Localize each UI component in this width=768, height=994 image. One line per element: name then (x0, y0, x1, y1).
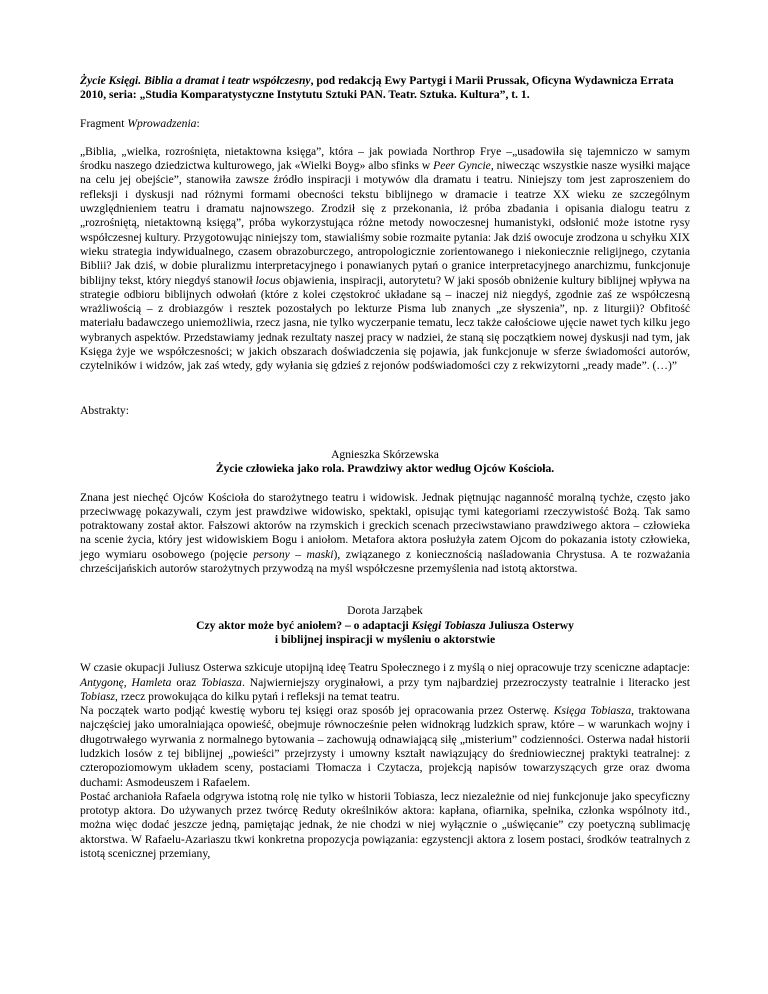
abstract2-title: Czy aktor może być aniołem? – o adaptacji Księgi Tobiasza Juliusza Osterwy (196, 618, 574, 632)
abstract1-author: Agnieszka Skórzewska (331, 447, 439, 461)
abstract2-paragraph-2: Na początek warto podjąć kwestię wyboru tej księgi oraz sposób jej opracowania przez Osterwę. Księga Tobiasza, traktowana najczęściej jako umoralniająca opowieść, obejmuje równocześnie pełen widnokrąg ludzkich spraw, które – w warunkach wojny i długotrwałego wyrwania z normalnego bytowania – zachowują odnawiającą siłę „misterium” codzienności. Osterwa nadał historii ludzkich losów z tej biblijnej „powieści” przejrzysty i umowny kształt nawiązujący do średniowiecznej praktyki teatralnej: z czteropoziomowym układem sceny, postaciami Tłomacza i Czytacza, projekcją napisów towarzyszących grze oraz dwoma duchami: Asmodeuszem i Rafaelem. (80, 704, 691, 789)
abstract2-author: Dorota Jarząbek (347, 604, 423, 618)
abstract1-title: Życie człowieka jako rola. Prawdziwy aktor według Ojców Kościoła. (215, 462, 555, 476)
introduction-paragraph: „Biblia, „wielka, rozrośnięta, nietaktowna księga”, która – jak powiada Northrop Frye –„usadowiła się tajemniczo w samym środku naszego dziedzictwa kulturowego, jak «Wielki Boyg» albo sfinks w Peer Gyncie, niwecząc wszystkie nasze wysiłki mające na celu jej obejście”, stanowiła zawsze źródło inspiracji i motywów dla dramatu i teatru. Niniejszy tom jest zaproszeniem do refleksji i dyskusji nad różnymi formami obecności tekstu biblijnego w dramacie i teatrze XX wieku ze szczególnym uwzględnieniem teatru i dramatu najnowszego. Zrodził się z przekonania, iż próba zbadania i opisania dialogu teatru z „rozrośniętą, nietaktowną księgą”, próba wykorzystująca różne metody nowoczesnej humanistyki, odsłonić może istotne rysy współczesnej kultury. Przygotowując niniejszy tom, stawialiśmy sobie rozmaite pytania: Jak dziś owocuje zrodzona u schyłku XIX wieku strategia indywidualnego, czasem obrazoburczego, antropologicznie zorientowanego i niekoniecznie religijnego, czytania Biblii? Jak dziś, w dobie pluralizmu interpretacyjnego i ponawianych pytań o granice interpretacyjnego anarchizmu, funkcjonuje biblijny tekst, który niegdyś stanowił locus objawienia, inspiracji, autorytetu? W jaki sposób obniżenie kultury biblijnej wpływa na strategie odbioru biblijnych odwołań (które z kolei częstokroć układane są – inaczej niż niegdyś, zgodnie zaś ze współczesną wrażliwością – z drobiazgów i resztek pozostałych po lekturze Pisma lub znanych „ze słyszenia”, np. z liturgii)? Obfitość materiału badawczego uniemożliwia, rzecz jasna, nie tylko wyczerpanie tematu, lecz także całościowe ujęcie nawet tych kilku jego wybranych aspektów. Przedstawiamy jednak rezultaty naszej pracy w nadziei, że staną się początkiem nowej dyskusji nad tym, jak Księga żyje we współczesności; w jakich obszarach doświadczenia się pojawia, jak funkcjonuje w sferze świadomości autorów, czytelników i widzów, jak zaś wtedy, gdy wyłania się gdzieś z rejonów podświadomości czy z rekwizytorni „ready made”. (…)” (80, 144, 691, 373)
abstract2-paragraph-3: Postać archanioła Rafaela odgrywa istotną rolę nie tylko w historii Tobiasza, lecz niezależnie od niej funkcjonuje jako specyficzny prototyp aktora. Do używanych przez twórcę Reduty określników aktora: kapłana, ofiarnika, spełnika, członka wspólnoty itd., można więc dodać jeszcze jedną, pamiętając jednak, że nie chodzi w niej wyłącznie o „uświęcanie” czy poetyczną sublimację aktorstwa. W Rafaelu-Azariaszu tkwi konkretna propozycja powiązania: egzystencji aktora z losem postaci, środków teatralnych z istotą scenicznej przemiany, (80, 789, 690, 861)
book-title: Życie Księgi. Biblia a dramat i teatr współczesny (80, 74, 311, 87)
abstracts-heading: Abstrakty: (80, 403, 129, 417)
book-header (80, 74, 690, 103)
book-details: , pod redakcją Ewy Partygi i Marii Prussak, Oficyna Wydawnicza Errata 2010, seria: „Studia Komparatystyczne Instytutu Sztuki PAN. Teatr. Sztuka. Kultura”, t. 1. (80, 74, 674, 102)
abstract2-title-line2: i biblijnej inspiracji w myśleniu o aktorstwie (274, 632, 496, 646)
abstract1-body: Znana jest niechęć Ojców Kościoła do starożytnego teatru i widowisk. Jednak piętnując naganność moralną tychże, często jako przeciwwagę pokazywali, czym jest prawdziwe widowisko, spektakl, opisując tymi kategoriami rzeczywistość Bożą. Tak samo potraktowany został aktor. Fałszowi aktorów na rzymskich i greckich scenach przeciwstawiano prawdziwego aktora – człowieka na scenie życia, który jest widowiskiem Bogu i aniołom. Metafora aktora posłużyła zatem Ojcom do pokazania istoty człowieka, jego wymiaru osobowego (pojęcie persony – maski), związanego z koniecznością naśladowania Chrystusa. A te rozważania chrześcijańskich autorów starożytnych przywodzą na myśl współczesne przemyślenia nad istotą aktorstwa. (80, 490, 690, 576)
abstract2-paragraph-1: W czasie okupacji Juliusz Osterwa szkicuje utopijną ideę Teatru Społecznego i z myślą o niej opracowuje trzy sceniczne adaptacje: Antygonę, Hamleta oraz Tobiasza. Najwierniejszy oryginałowi, a przy tym najbardziej przezroczysty teatralnie i literacko jest Tobiasz, rzecz prowokująca do kilku pytań i refleksji na temat teatru. (80, 661, 690, 703)
document-page (80, 74, 690, 861)
fragment-label: Fragment Wprowadzenia: (80, 116, 200, 130)
